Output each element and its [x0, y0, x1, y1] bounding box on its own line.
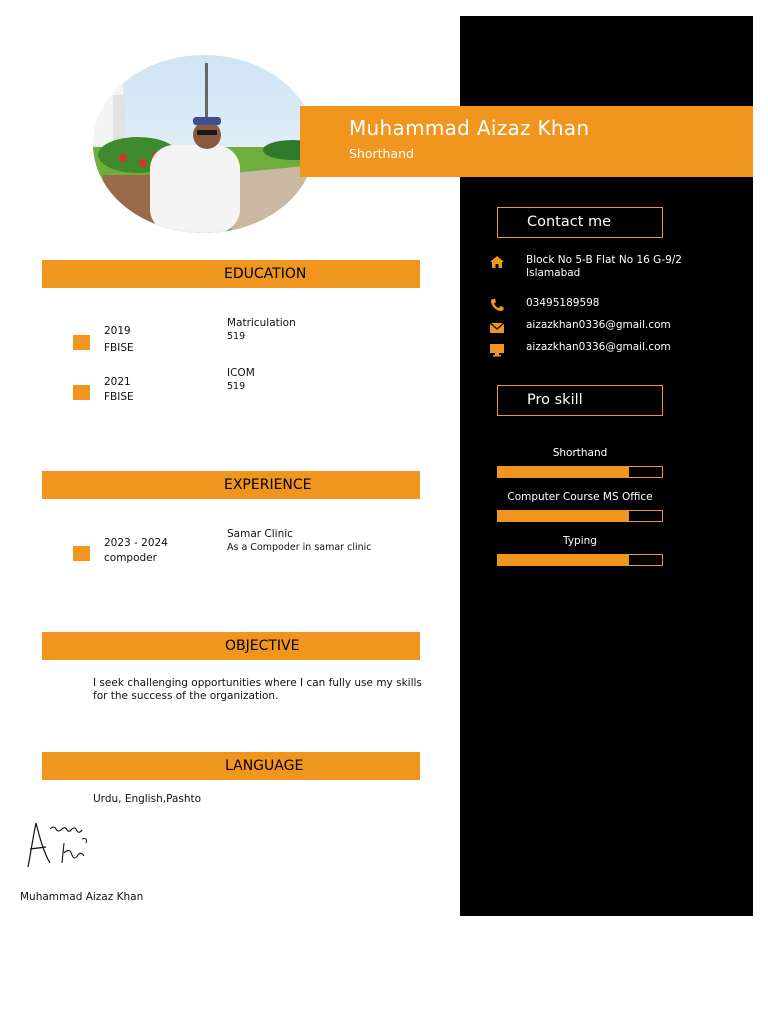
- phone-text: 03495189598: [526, 297, 600, 309]
- language-text: Urdu, English,Pashto: [93, 793, 202, 805]
- contact-title: Contact me: [527, 214, 612, 230]
- skill-bar: [497, 554, 663, 566]
- skill-bar-fill: [498, 467, 629, 477]
- address-line: Block No 5-B Flat No 16 G-9/2: [526, 254, 682, 266]
- bullet-square: [73, 546, 90, 561]
- education-year: 2019: [104, 325, 131, 337]
- skill-bar: [497, 510, 663, 522]
- signature-image: [24, 815, 96, 877]
- email-text: aizazkhan0336@gmail.com: [526, 341, 671, 353]
- education-board: FBISE: [104, 391, 134, 403]
- education-degree: ICOM: [227, 367, 255, 379]
- experience-period: 2023 - 2024: [104, 537, 168, 549]
- signature-name: Muhammad Aizaz Khan: [20, 891, 144, 903]
- skills-title: Pro skill: [527, 392, 583, 408]
- education-header: [42, 260, 420, 288]
- skills-header: [497, 385, 663, 416]
- education-board: FBISE: [104, 342, 134, 354]
- skill-bar: [497, 466, 663, 478]
- education-title: EDUCATION: [224, 266, 307, 282]
- education-marks: 519: [227, 331, 246, 342]
- education-year: 2021: [104, 376, 131, 388]
- objective-line: for the success of the organization.: [93, 690, 279, 702]
- skill-label: Computer Course MS Office: [507, 491, 653, 503]
- candidate-role: Shorthand: [349, 146, 414, 161]
- candidate-name: Muhammad Aizaz Khan: [349, 116, 590, 140]
- skill-label: Typing: [563, 535, 597, 547]
- profile-photo: [93, 55, 315, 233]
- contact-header: [497, 207, 663, 238]
- education-degree: Matriculation: [227, 317, 296, 329]
- objective-header: [42, 632, 420, 660]
- mail-icon: [489, 320, 505, 334]
- skill-bar-fill: [498, 511, 629, 521]
- education-marks: 519: [227, 381, 246, 392]
- experience-role: compoder: [104, 552, 157, 564]
- bullet-square: [73, 335, 90, 350]
- experience-org: Samar Clinic: [227, 528, 293, 540]
- experience-title: EXPERIENCE: [224, 477, 312, 493]
- address-line: Islamabad: [526, 267, 581, 279]
- home-icon: [489, 254, 505, 268]
- language-header: [42, 752, 420, 780]
- experience-desc: As a Compoder in samar clinic: [227, 542, 372, 553]
- language-title: LANGUAGE: [225, 758, 304, 774]
- phone-icon: [489, 297, 505, 311]
- objective-title: OBJECTIVE: [225, 638, 300, 654]
- bullet-square: [73, 385, 90, 400]
- monitor-icon: [489, 342, 505, 356]
- email-text: aizazkhan0336@gmail.com: [526, 319, 671, 331]
- objective-line: I seek challenging opportunities where I can fully use my skills: [93, 677, 422, 689]
- skill-label: Shorthand: [552, 447, 608, 459]
- experience-header: [42, 471, 420, 499]
- skill-bar-fill: [498, 555, 629, 565]
